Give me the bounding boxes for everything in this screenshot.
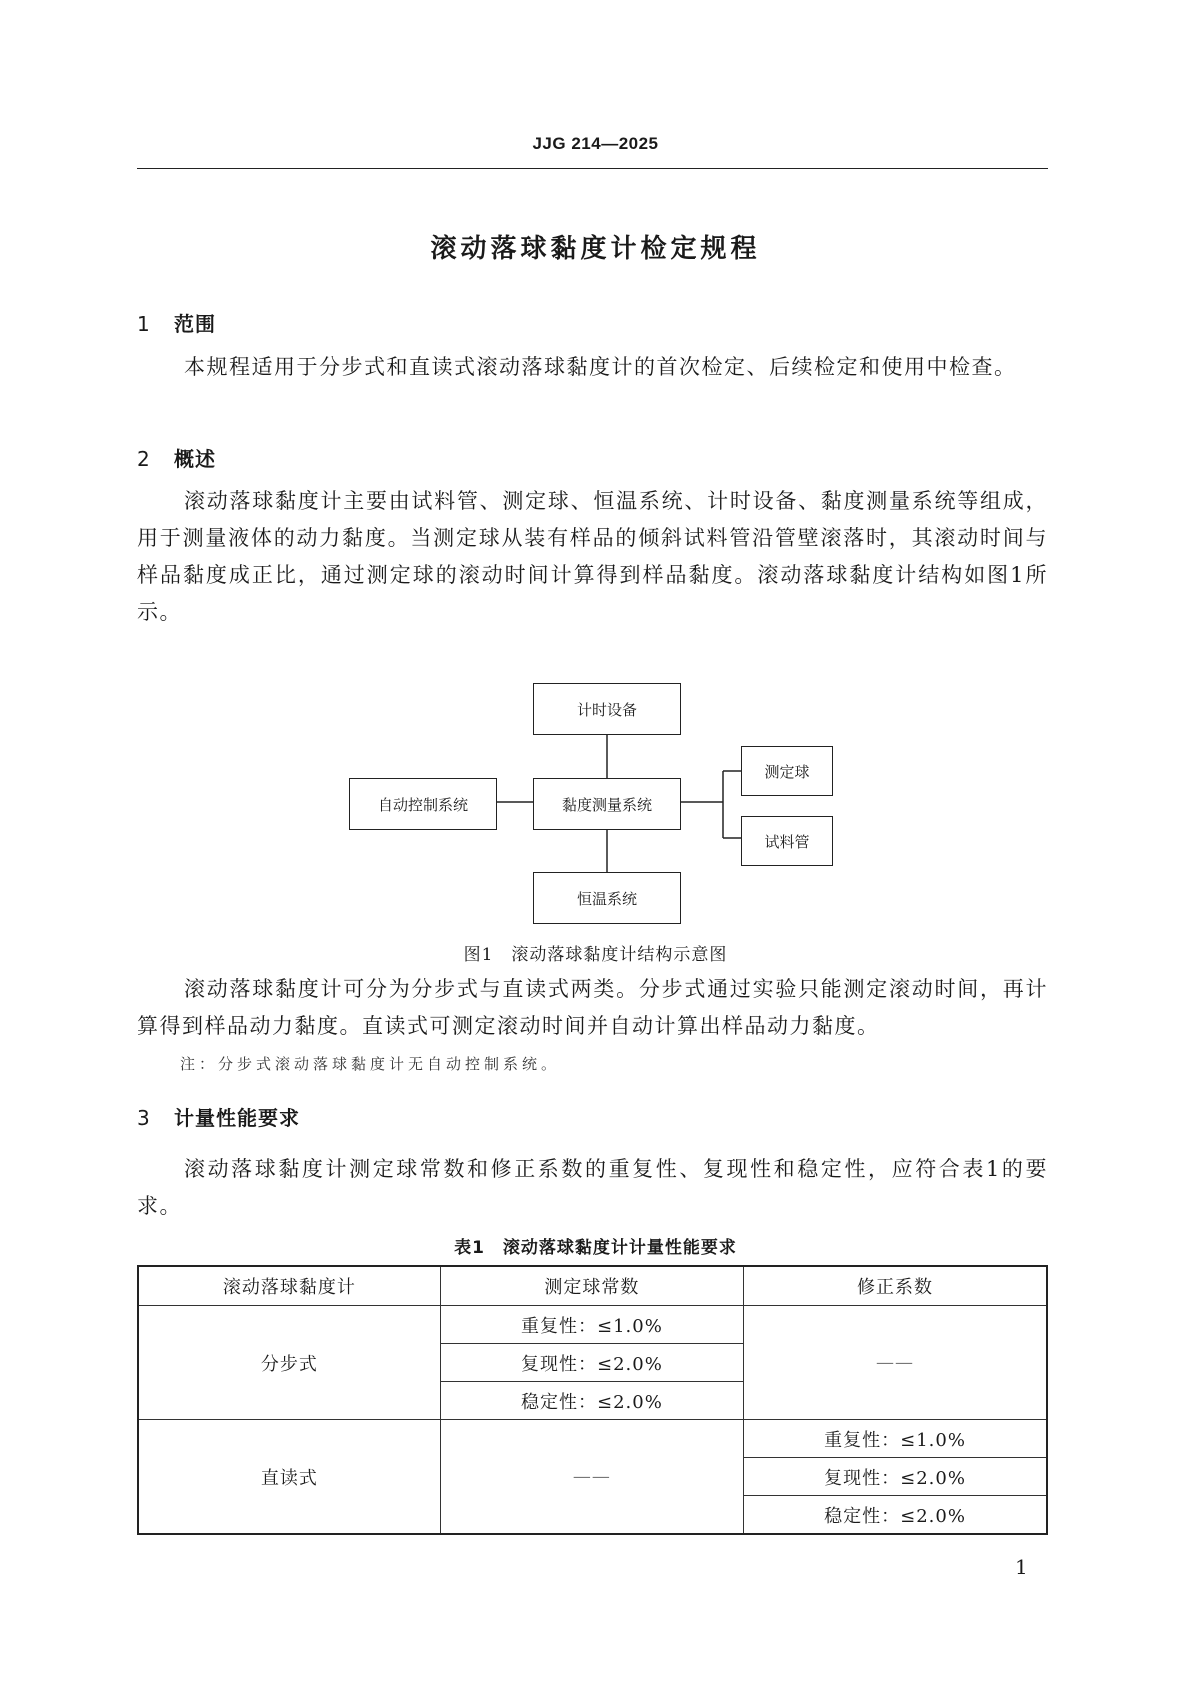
section-2-paragraph-2: 滚动落球黏度计可分为分步式与直读式两类。分步式通过实验只能测定滚动时间，再计算得到样品动力黏度。直读式可测定滚动时间并自动计算出样品动力黏度。 — [137, 977, 1048, 1038]
table-cell: 复现性：≤2.0% — [744, 1458, 1047, 1496]
figure-caption — [0, 940, 1191, 965]
document-code: JJG 214—2025 — [532, 134, 659, 153]
box-timer: 计时设备 — [533, 683, 681, 735]
table-cell: 重复性：≤1.0% — [744, 1420, 1047, 1458]
table-caption — [0, 1233, 1191, 1258]
table-cell-empty: —— — [744, 1306, 1047, 1420]
document-title: 滚动落球黏度计检定规程 — [430, 234, 761, 264]
section-2-paragraph-1: 滚动落球黏度计主要由试料管、测定球、恒温系统、计时设备、黏度测量系统等组成，用于测量液体的动力黏度。当测定球从装有样品的倾斜试料管沿管壁滚落时，其滚动时间与样品黏度成正比，通过测定球的滚动时间计算得到样品黏度。滚动落球黏度计结构如图1所示。 — [137, 489, 1048, 624]
table-number: 表1 — [454, 1238, 485, 1258]
section-number: 1 — [137, 312, 151, 336]
table-cell-empty: —— — [440, 1420, 743, 1535]
section-2-note: 注：分步式滚动落球黏度计无自动控制系统。 — [180, 1055, 561, 1073]
section-title: 计量性能要求 — [174, 1106, 300, 1130]
box-viscosity-measure: 黏度测量系统 — [533, 778, 681, 830]
box-thermostat: 恒温系统 — [533, 872, 681, 924]
section-title: 概述 — [174, 447, 216, 471]
box-measuring-ball: 测定球 — [741, 746, 833, 796]
table-row — [138, 1306, 1047, 1344]
box-auto-control: 自动控制系统 — [349, 778, 497, 830]
table-cell-type: 分步式 — [138, 1306, 440, 1420]
table-cell: 复现性：≤2.0% — [440, 1344, 743, 1382]
section-1-paragraph: 本规程适用于分步式和直读式滚动落球黏度计的首次检定、后续检定和使用中检查。 — [184, 355, 1017, 379]
table-cell-type: 直读式 — [138, 1420, 440, 1535]
figure-caption-text: 滚动落球黏度计结构示意图 — [511, 945, 728, 965]
table-cell: 稳定性：≤2.0% — [440, 1382, 743, 1420]
section-title: 范围 — [174, 312, 216, 336]
table-row — [138, 1420, 1047, 1458]
table-cell: 重复性：≤1.0% — [440, 1306, 743, 1344]
table-header-cell: 修正系数 — [744, 1266, 1047, 1306]
section-number: 3 — [137, 1106, 151, 1130]
table-caption-text: 滚动落球黏度计计量性能要求 — [502, 1238, 737, 1258]
section-3-paragraph: 滚动落球黏度计测定球常数和修正系数的重复性、复现性和稳定性，应符合表1的要求。 — [137, 1157, 1048, 1218]
table-header-row — [138, 1266, 1047, 1306]
section-number: 2 — [137, 447, 151, 471]
table-cell: 稳定性：≤2.0% — [744, 1496, 1047, 1535]
box-sample-tube: 试料管 — [741, 816, 833, 866]
table-header-cell: 测定球常数 — [440, 1266, 743, 1306]
performance-table — [137, 1265, 1048, 1535]
table-header-cell: 滚动落球黏度计 — [138, 1266, 440, 1306]
section-3-heading — [137, 1102, 300, 1131]
page-number: 1 — [1015, 1555, 1028, 1579]
figure-number: 图1 — [463, 945, 494, 965]
